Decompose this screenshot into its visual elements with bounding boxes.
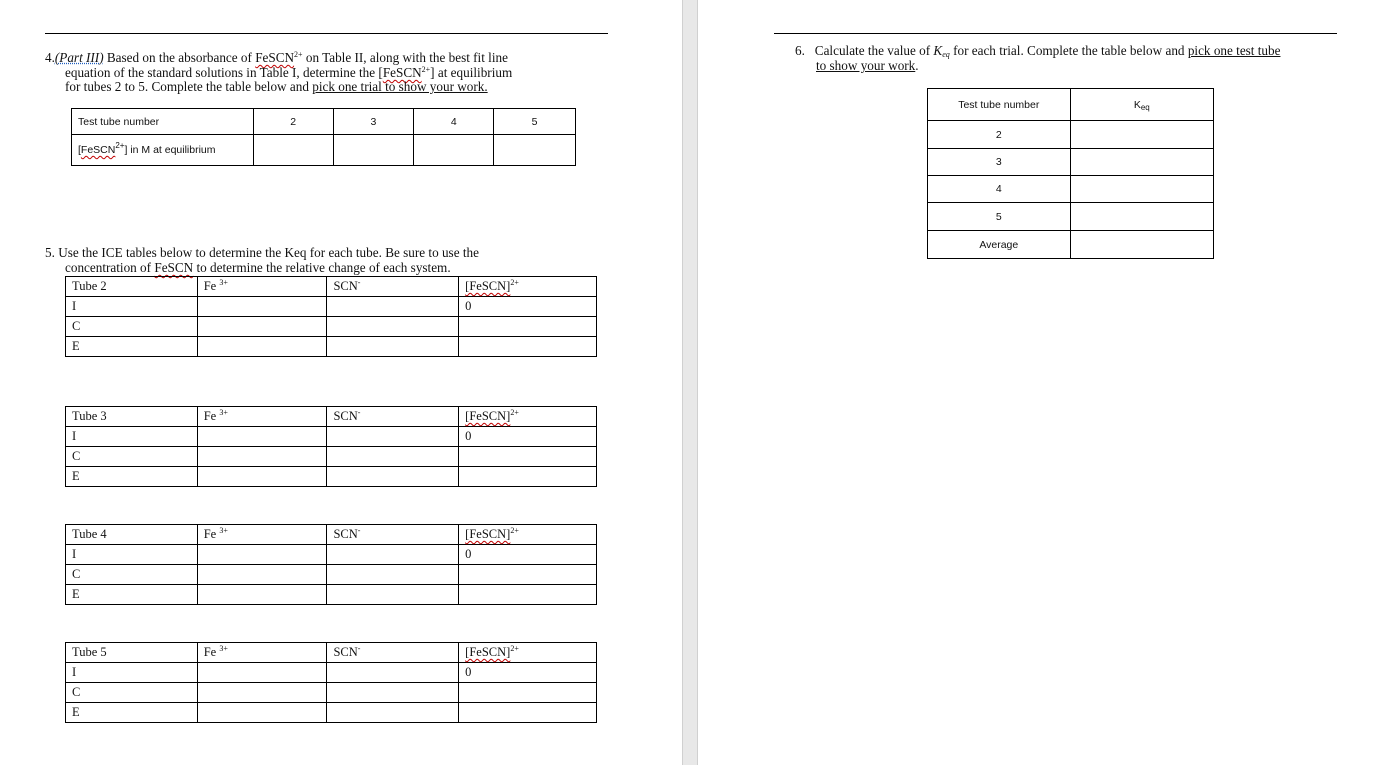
document-page-left xyxy=(0,0,682,765)
ice-tube-label: Tube 2 xyxy=(66,277,198,297)
ice-initial-product[interactable]: 0 xyxy=(459,545,597,565)
ice-col-scn: SCN- xyxy=(327,407,459,427)
ice-table-tube-4 xyxy=(65,524,597,605)
ice-col-product: [FeSCN]$^{2+}$ xyxy=(459,407,597,427)
keq-table xyxy=(927,88,1214,259)
keq-row xyxy=(928,121,1214,149)
ice-initial-product[interactable]: 0 xyxy=(459,297,597,317)
ice-table-tube-5 xyxy=(65,642,597,723)
show-work-instruction: pick one test tube xyxy=(1187,43,1281,58)
table-cell[interactable] xyxy=(327,565,459,585)
page-top-rule xyxy=(45,33,608,34)
page-top-rule xyxy=(774,33,1337,34)
keq-row-label: 3 xyxy=(928,149,1071,176)
ice-col-fe: Fe $^{3+}$ xyxy=(197,643,327,663)
table-cell[interactable] xyxy=(1070,121,1213,149)
ice-col-fe: Fe $^{3+}$ xyxy=(197,407,327,427)
table-cell[interactable] xyxy=(459,447,597,467)
ice-row-change xyxy=(66,565,597,585)
table-header-label: Test tube number xyxy=(928,89,1071,121)
question-6-number: 6. xyxy=(795,43,805,58)
ice-row-equilibrium xyxy=(66,467,597,487)
table-cell[interactable] xyxy=(327,703,459,723)
table-cell[interactable] xyxy=(327,683,459,703)
ice-table-tube-3 xyxy=(65,406,597,487)
ice-row-label: E xyxy=(66,467,198,487)
keq-row-label: Average xyxy=(928,231,1071,259)
equilibrium-concentration-table xyxy=(71,108,576,166)
question-4-line-1: 4.(Part III) Based on the absorbance of FeSCN$^{2+}$ on Table II, along with the best fit line xyxy=(45,50,508,65)
table-cell[interactable] xyxy=(459,467,597,487)
table-cell[interactable] xyxy=(327,447,459,467)
ice-row-label: C xyxy=(66,317,198,337)
tube-header-3: 3 xyxy=(333,109,414,135)
ice-initial-product[interactable]: 0 xyxy=(459,663,597,683)
table-cell[interactable] xyxy=(197,297,327,317)
ice-row-initial xyxy=(66,663,597,683)
table-cell[interactable] xyxy=(327,545,459,565)
table-cell[interactable] xyxy=(414,135,494,166)
ice-header-row xyxy=(66,525,597,545)
species-fescn: FeSCN xyxy=(255,50,295,65)
ice-row-change xyxy=(66,317,597,337)
table-header-row xyxy=(928,89,1214,121)
ice-row-label: E xyxy=(66,703,198,723)
ice-row-change xyxy=(66,447,597,467)
tube-header-2: 2 xyxy=(253,109,333,135)
question-4-number: 4. xyxy=(45,50,55,65)
table-cell[interactable] xyxy=(197,683,327,703)
table-cell[interactable] xyxy=(327,467,459,487)
question-4-line-2: equation of the standard solutions in Table I, determine the [FeSCN$^{2+}$] at equilibrium xyxy=(65,65,513,80)
ice-col-scn: SCN- xyxy=(327,525,459,545)
question-6-line-2: to show your work. xyxy=(816,58,919,73)
table-cell[interactable] xyxy=(197,427,327,447)
table-cell[interactable] xyxy=(197,545,327,565)
table-cell[interactable] xyxy=(197,447,327,467)
table-cell[interactable] xyxy=(459,703,597,723)
ice-col-fe: Fe $^{3+}$ xyxy=(197,277,327,297)
table-cell[interactable] xyxy=(327,663,459,683)
table-cell[interactable] xyxy=(494,135,576,166)
table-cell[interactable] xyxy=(197,663,327,683)
ice-row-label: I xyxy=(66,297,198,317)
ice-row-initial xyxy=(66,297,597,317)
table-cell[interactable] xyxy=(327,297,459,317)
ice-col-product: [FeSCN]$^{2+}$ xyxy=(459,277,597,297)
question-6-line-1: 6. Calculate the value of $K_{eq}$ for each trial. Complete the table below and pick one test tube xyxy=(795,43,1281,59)
ice-row-change xyxy=(66,683,597,703)
ice-row-label: E xyxy=(66,585,198,605)
keq-row-label: 2 xyxy=(928,121,1071,149)
table-cell[interactable] xyxy=(1070,203,1213,231)
ice-row-equilibrium xyxy=(66,337,597,357)
concentration-row-label: [FeSCN$^{2+}$] in M at equilibrium xyxy=(72,135,254,166)
ice-tube-label: Tube 3 xyxy=(66,407,198,427)
keq-row-label: 4 xyxy=(928,176,1071,203)
keq-row xyxy=(928,176,1214,203)
ice-header-row xyxy=(66,643,597,663)
table-cell[interactable] xyxy=(1070,231,1213,259)
table-cell[interactable] xyxy=(327,337,459,357)
table-cell[interactable] xyxy=(1070,176,1213,203)
keq-row xyxy=(928,203,1214,231)
ice-row-initial xyxy=(66,545,597,565)
ice-initial-product[interactable]: 0 xyxy=(459,427,597,447)
ice-tube-label: Tube 5 xyxy=(66,643,198,663)
table-cell[interactable] xyxy=(197,467,327,487)
ice-col-product: [FeSCN]$^{2+}$ xyxy=(459,525,597,545)
keq-row-label: 5 xyxy=(928,203,1071,231)
ice-row-label: I xyxy=(66,427,198,447)
species-fescn: FeSCN xyxy=(382,65,422,80)
table-cell[interactable] xyxy=(333,135,414,166)
ice-row-initial xyxy=(66,427,597,447)
table-cell[interactable] xyxy=(327,427,459,447)
ice-header-row xyxy=(66,407,597,427)
table-header-label: Test tube number xyxy=(72,109,254,135)
question-4-line-3: for tubes 2 to 5. Complete the table below and pick one trial to show your work. xyxy=(65,79,488,94)
keq-row xyxy=(928,149,1214,176)
table-cell[interactable] xyxy=(197,703,327,723)
table-cell[interactable] xyxy=(197,585,327,605)
keq-symbol: $K_{eq}$ xyxy=(933,43,950,59)
table-cell[interactable] xyxy=(253,135,333,166)
ice-row-label: C xyxy=(66,447,198,467)
table-cell[interactable] xyxy=(1070,149,1213,176)
table-cell[interactable] xyxy=(459,585,597,605)
species-fescn: FeSCN xyxy=(154,260,194,275)
keq-row-average xyxy=(928,231,1214,259)
table-cell[interactable] xyxy=(327,317,459,337)
ice-col-product: [FeSCN]$^{2+}$ xyxy=(459,643,597,663)
table-cell[interactable] xyxy=(197,317,327,337)
tube-header-5: 5 xyxy=(494,109,576,135)
tube-header-4: 4 xyxy=(414,109,494,135)
table-cell[interactable] xyxy=(459,317,597,337)
keq-header: $K_{eq}$ xyxy=(1070,89,1213,121)
ice-col-scn: SCN- xyxy=(327,643,459,663)
table-cell[interactable] xyxy=(197,565,327,585)
document-page-right xyxy=(698,0,1396,765)
table-cell[interactable] xyxy=(459,683,597,703)
page-gutter xyxy=(682,0,698,765)
table-cell[interactable] xyxy=(459,565,597,585)
concentration-row xyxy=(72,135,576,166)
question-5-line-1: 5. Use the ICE tables below to determine the Keq for each tube. Be sure to use the xyxy=(45,245,479,260)
ice-row-equilibrium xyxy=(66,585,597,605)
table-cell[interactable] xyxy=(459,337,597,357)
table-cell[interactable] xyxy=(197,337,327,357)
ice-row-equilibrium xyxy=(66,703,597,723)
ice-row-label: C xyxy=(66,683,198,703)
question-4-part: (Part III) xyxy=(54,50,104,65)
ice-row-label: I xyxy=(66,663,198,683)
question-5-line-2: concentration of FeSCN to determine the relative change of each system. xyxy=(65,260,451,275)
table-header-row xyxy=(72,109,576,135)
table-cell[interactable] xyxy=(327,585,459,605)
ice-row-label: C xyxy=(66,565,198,585)
show-work-instruction: pick one trial to show your work. xyxy=(312,79,488,94)
ice-header-row xyxy=(66,277,597,297)
ice-row-label: E xyxy=(66,337,198,357)
ice-table-tube-2 xyxy=(65,276,597,357)
ice-row-label: I xyxy=(66,545,198,565)
ice-col-scn: SCN- xyxy=(327,277,459,297)
ice-tube-label: Tube 4 xyxy=(66,525,198,545)
ice-col-fe: Fe $^{3+}$ xyxy=(197,525,327,545)
